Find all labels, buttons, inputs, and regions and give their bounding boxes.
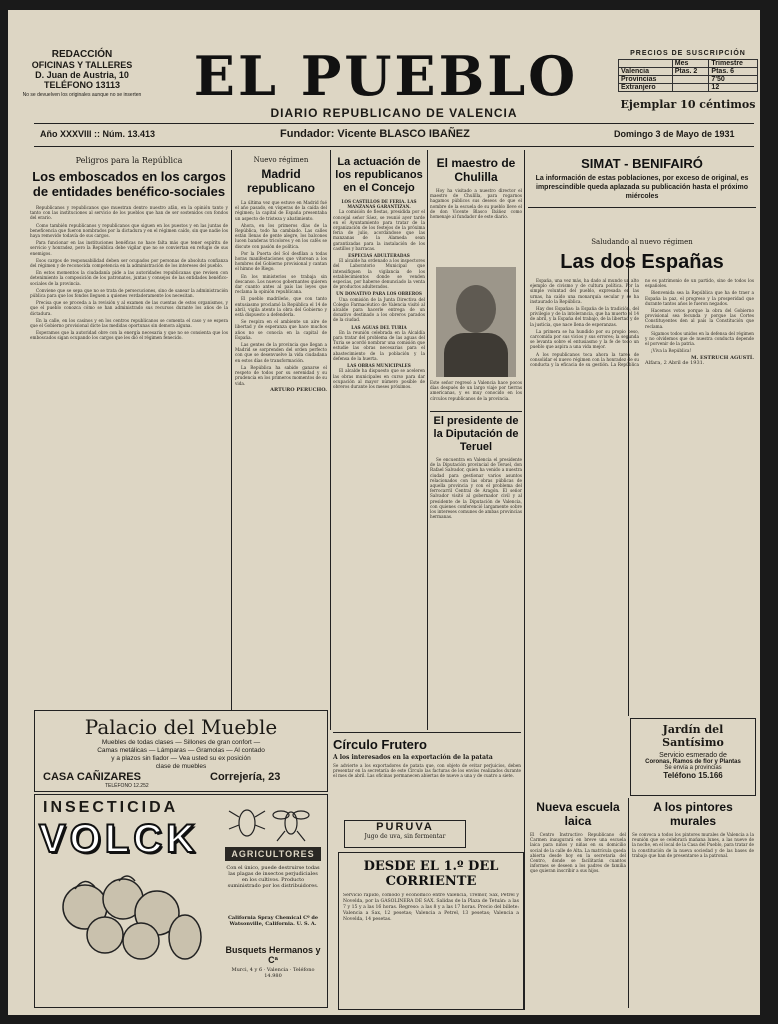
paragraph: El alcalde ha ordenado a los inspectores del Laboratorio Municipal que intensifiquen la vigilancia de los establecimientos donde se venden especias, por haberse denunciado la venta de productos adulterados. xyxy=(333,258,425,290)
article-madrid xyxy=(235,156,327,716)
article-headline: Los emboscados en los cargos de entidades benéfico-sociales xyxy=(32,169,226,199)
paragraph: Las gentes de la provincia que llegan a Madrid se sorprenden del orden perfecto con que se desenvuelve la vida ciudadana en estos días de transformación. xyxy=(235,342,327,363)
article-body: Se convoca a todos los pintores murales de Valencia a la reunión que se celebrará mañana lunes, a las nueve de la noche, en el local de la Casa del Pueblo, para tratar de la constitución de la nueva sociedad y de las bases de trabajo que han de presentarse a la patronal. xyxy=(632,832,754,858)
paragraph: Esos cargos de responsabilidad deben ser ocupados por personas de absoluta confianza del régimen y de reconocida competencia en la administración de los intereses del pueblo. xyxy=(30,257,228,269)
article-body xyxy=(30,205,228,705)
column-rule xyxy=(524,150,525,1010)
divider xyxy=(430,411,522,412)
ad-volck-maker: California Spray Chemical Cº de Watsonville, California. U. S. A. xyxy=(227,915,319,927)
portrait-face xyxy=(456,285,496,333)
issue-number: Año XXXVIII :: Núm. 13.413 xyxy=(40,129,156,139)
article-headline: El maestro de Chulilla xyxy=(436,156,516,184)
article-kicker: Nuevo régimen xyxy=(253,156,309,164)
paragraph: En la reunión celebrada en la Alcaldía para tratar del problema de las aguas del Turia se acordó nombrar una comisión que estudie las obras necesarias para el abastecimiento de la población y la defensa de la huerta. xyxy=(333,329,425,361)
column-rule xyxy=(427,150,428,730)
article-dos-espanas xyxy=(530,238,754,718)
ad-volck-tag: AGRICULTORES xyxy=(225,847,321,861)
price-cell xyxy=(672,76,709,84)
article-headline: Círculo Frutero xyxy=(333,737,427,752)
ad-headline: DESDE EL 1.º DEL CORRIENTE xyxy=(363,859,499,889)
ad-line: Coronas, Ramos de flor y Plantas xyxy=(645,759,741,765)
subhead: UN DONATIVO PARA LOS OBREROS xyxy=(336,291,422,297)
price-cell xyxy=(619,60,673,68)
article-kicker: Saludando al nuevo régimen xyxy=(591,238,693,246)
paragraph: En los ministerios se trabaja sin descanso. Los nuevos gobernantes quieren dar cuanto antes al país las leyes que reclama la opinión republicana. xyxy=(235,273,327,295)
notice-simat xyxy=(528,150,756,240)
paragraph: La República ha sabido ganarse el respeto de todos por su serenidad y su prudencia en los primeros momentos de su vida. xyxy=(235,364,327,386)
prices-row xyxy=(619,84,758,92)
article-pintores-murales xyxy=(632,798,754,1008)
ad-desde-corriente xyxy=(338,852,524,1010)
ad-line: Muebles de todas clases — Sillones de gran confort — xyxy=(101,739,261,746)
article-body xyxy=(530,278,754,718)
portrait-photo xyxy=(436,267,516,377)
ad-text: Servicio rápido, cómodo y económico entre Valencia, Tremor, Sax, Petrel y Novelda, por la GASOLINERA DE SAX. Salidas de la Plaza de Tetuán: a las 7 y 15 y a las 16 horas. Regreso: a las 8 y a las 17 horas. Precio del billete: Valencia a Sax, 12 pesetas; Valencia a Petrel, 13 pesetas; Valencia a Novelda, 14 pesetas. xyxy=(343,893,519,922)
article-chulilla xyxy=(430,156,522,726)
article-headline: El presidente de la Diputación de Teruel xyxy=(433,415,519,453)
issue-date: Domingo 3 de Mayo de 1931 xyxy=(614,129,735,139)
article-body: El Centro Instructivo Republicano del Carmen inaugurará en breve una escuela laica para niños y niñas en su domicilio social de la calle de Alta. La matrícula queda abierta desde hoy en la secretaría del Centro, donde se facilitarán cuantos informes se deseen a los padres de familia que quieran inscribir a sus hijos. xyxy=(530,832,626,874)
price-cell: Provincias xyxy=(619,76,673,84)
insect-icons xyxy=(225,799,321,845)
photo-caption: Este señor regresó a Valencia hace pocos días después de un largo viaje por tierras americanas, y es muy conocido en los círculos republicanos de la provincia. xyxy=(430,380,522,401)
article-body xyxy=(430,457,522,677)
paragraph: Conviene que se sepa que no se trata de persecuciones, sino de sanear la administración pública para que los fondos lleguen a quienes verdaderamente los necesitan. xyxy=(30,287,228,299)
paragraph: En la calle, en los casinos y en los centros republicanos se comenta el caso y se espera que el Gobierno provisional dicte las medidas oportunas sin demora alguna. xyxy=(30,317,228,329)
article-headline: Nueva escuela laica xyxy=(536,800,620,828)
paragraph: El alcalde ha dispuesto que se aceleren las obras municipales en curso para dar ocupación al mayor número posible de obreros durante los meses próximos. xyxy=(333,368,425,389)
price-cell: Extranjero xyxy=(619,84,673,92)
masthead-subtitle: DIARIO REPUBLICANO DE VALENCIA xyxy=(270,106,518,120)
article-headline: Madrid republicano xyxy=(246,167,315,195)
column-rule xyxy=(628,798,629,1008)
ad-line: y a plazos sin fiador — Vea usted su ex posición xyxy=(111,755,251,762)
paragraph: Para funcionar en las instituciones benéficas no hace falta más que tener espíritu de servicio y honradez, pero la República debe vigilar que no se conviertan en refugio de sus enemigos. xyxy=(30,240,228,256)
price-cell xyxy=(672,84,709,92)
paragraph: Ahora, en los primeros días de la República, todo ha cambiado. Las calles están llenas de gente alegre, los balcones lucen banderas tricolores y en los cafés se discute con pasión de política. xyxy=(235,222,327,249)
ad-volck-text: Con el único, puede destruirse todas las plagas de insectos perjudiciales en los cultivos. Producto suministrado por los distribuidores. xyxy=(226,865,320,889)
ad-phone: Teléfono 15.166 xyxy=(663,771,723,780)
subhead: LOS CASTILLOS DE FERIA. LAS MANZANAS GARANTIZAN. xyxy=(341,199,417,210)
paragraph: Hacemos votos porque la obra del Gobierno provisional sea fecunda y porque las Cortes Constituyentes den al país la Constitución que reclama. xyxy=(645,308,754,329)
ad-title: Palacio del Mueble xyxy=(84,715,278,739)
column-rule xyxy=(330,150,331,730)
paragraph: La comisión de fiestas, presidida por el concejal señor Sáez, se reunió ayer tarde en el Ayuntamiento para tratar de la organización de los festejos de la próxima feria de julio, acordándose que las manzanas de la Alameda sean garantizadas para la instalación de los castillos y barracas. xyxy=(333,209,425,251)
paragraph: Como también republicanos y republicanos que siguen en los puestos y en las juntas de beneficencia que fueron nombrados por la dictadura y en el régimen caído, sin que nadie los haya removido todavía de sus cargos. xyxy=(30,222,228,239)
office-line-4: TELÉFONO 13113 xyxy=(43,80,121,90)
paragraph: La primera se ha hundido por su propio peso, carcomida por sus vicios y sus errores; la segunda se levanta sobre el entusiasmo y la fe de todo un pueblo que aspira a una vida mejor. xyxy=(530,328,639,350)
office-note: No se devuelven los originales aunque no se inserten xyxy=(22,92,142,98)
byline: ARTURO PERUCHO. xyxy=(270,386,327,393)
paragraph: Una comisión de la Junta Directiva del Colegio Farmacéutico de Valencia visitó al alcalde para hacerle entrega de un donativo destinado a los obreros parados de la ciudad. xyxy=(333,296,425,323)
paragraph: La última vez que estuve en Madrid fué el año pasado, en vísperas de la caída del régimen; la capital de España presentaba un aspecto de tristeza y abatimiento. xyxy=(235,200,327,221)
ad-volck-dealer: Busquets Hermanos y Cª xyxy=(225,945,321,965)
price-cell: Mes xyxy=(672,60,709,68)
office-line-2: OFICINAS Y TALLERES xyxy=(31,60,133,70)
paragraph: Se encuentra en Valencia el presidente de la Diputación provincial de Teruel, don Rafael Salvador, quien ha venido a nuestra ciudad para gestionar varios asuntos relacionados con las obras públicas de aquella provincia y con el problema del ferrocarril Central de Aragón. El señor Salvador visitó al gobernador civil y al presidente de la Diputación de Valencia, con quienes conferenció largamente sobre los intereses comunes de ambas provincias hermanas. xyxy=(430,457,522,520)
paragraph: Sigamos todos unidos en la defensa del régimen y no olvidemos que de nuestra conducta depende el porvenir de la patria. xyxy=(645,330,754,347)
beetle-icon xyxy=(229,810,265,836)
ad-phone: TELÉFONO 12.252 xyxy=(105,783,149,789)
portrait-shoulders xyxy=(444,333,508,377)
paragraph: Hay dos Españas: la España de la tradición, del privilegio y de la intolerancia, que ha muerto el 14 de abril, y la España del trabajo, de la libertad y de la justicia, que nace llena de esperanzas. xyxy=(530,306,639,327)
paragraph: Esperamos que la autoridad obre con la energía necesaria y que no se consienta que los emboscados sigan ocupando los cargos que les dió el régimen fenecido. xyxy=(30,330,228,341)
ad-line: Servicio esmerado de xyxy=(659,752,727,759)
byline: M. ESTRUCH AGUSTÍ. xyxy=(690,354,754,361)
paragraph: Por la Puerta del Sol desfilan a todas horas manifestaciones que vitorean a los hombres del Gobierno provisional y cantan el himno de Riego. xyxy=(235,250,327,272)
prices-table xyxy=(618,59,758,92)
column-rule xyxy=(231,150,232,710)
ad-puruva-brand: PURUVA xyxy=(376,821,434,833)
article-emboscados xyxy=(30,156,228,701)
paragraph: ¡Viva la República! xyxy=(651,348,692,354)
dateline: Alfara, 2 Abril de 1931. xyxy=(645,359,705,366)
prices-title: PRECIOS DE SUSCRIPCIÓN xyxy=(630,50,746,57)
price-cell: 12 xyxy=(709,84,758,92)
notice-text: La información de estas poblaciones, por exceso de original, es imprescindible queda aplazada su publicación hasta el próximo miércoles xyxy=(535,175,749,200)
fruit-illustration xyxy=(45,867,215,967)
paragraph: Hoy ha visitado a nuestro director el maestro de Chulilla, para rogarnos hagamos públicos sus deseos de que el nombre de la escuela de su pueblo lleve el de don Vicente Blasco Ibáñez como homenaje al fundador de este diario. xyxy=(430,188,522,220)
masthead-title: EL PUEBLO xyxy=(193,44,579,108)
article-concejo xyxy=(333,156,425,726)
price-cell: Ptas. 2 xyxy=(672,68,709,76)
prices-row xyxy=(619,60,758,68)
paragraph: Precisa que se proceda a la revisión y al examen de las cuentas de estos organismos, y que el pueblo conozca cómo se han administrado sus recursos durante los años de la dictadura. xyxy=(30,300,228,316)
article-kicker: Peligros para la República xyxy=(75,156,183,165)
article-body: Se advierte a los exportadores de patata que, con objeto de evitar perjuicios, deben presentar en la secretaría de este Círculo las facturas de los envíos realizados durante el mes de abril. Las oficinas permanecen abiertas de nueve a una y de cuatro a siete. xyxy=(333,763,521,779)
article-headline: A los pintores murales xyxy=(653,800,733,828)
price-cell: Valencia xyxy=(619,68,673,76)
paragraph: España, una vez más, ha dado al mundo un alto ejemplo de civismo y de cultura política. Por la simple voluntad del pueblo, expresada en las urnas, ha caído una monarquía secular y se ha instaurado la República. xyxy=(530,278,639,304)
price-cell: Trimestre xyxy=(709,60,758,68)
article-escuela-laica xyxy=(530,798,626,1008)
office-line-3: D. Juan de Austria, 10 xyxy=(35,70,129,80)
ad-palacio-mueble xyxy=(34,710,328,792)
paragraph: Se respira en el ambiente un aire de libertad y de esperanza que hace muchos años no se conocía en la capital de España. xyxy=(235,319,327,340)
prices-row xyxy=(619,76,758,84)
article-circulo-frutero xyxy=(333,732,521,812)
paragraph: Republicanos y republicanos que muestran dentro nuestro afán, en la opinión tanto y tanto con las instituciones al servicio de los pueblos que han de ser sostenidos con fondos del erario. xyxy=(30,205,228,221)
price-cell: Ptas. 6 xyxy=(709,68,758,76)
notice-headline: SIMAT - BENIFAIRÓ xyxy=(581,156,703,171)
founder-line: Fundador: Vicente BLASCO IBAÑEZ xyxy=(280,128,470,140)
ad-volck-address: Murci, 4 y 6 · Valencia · Teléfono 14.980 xyxy=(231,967,315,979)
paragraph: Bienvenida sea la República que ha de traer a España la paz, el progreso y la prosperidad que durante tantos años le fueron negados. xyxy=(645,290,754,306)
article-subhead: A los interesados en la exportación de la patata xyxy=(333,754,493,761)
price-cell: 7'50 xyxy=(709,76,758,84)
subhead: LAS OBRAS MUNICIPALES xyxy=(347,363,411,369)
fruit-basket-icon xyxy=(63,876,201,959)
paragraph: A los republicanos toca ahora la tarea de consolidar el nuevo régimen con la honradez de su conducta y la eficacia de su gestión. La República no es patrimonio de un partido, sino de todos los españoles. xyxy=(530,278,754,368)
office-line-1: REDACCIÓN xyxy=(51,49,113,60)
ad-volck xyxy=(34,794,328,1008)
article-headline: La actuación de los republicanos en el Concejo xyxy=(335,156,423,194)
ad-line: Camas metálicas — Lámparas — Gramolas — Al contado xyxy=(97,747,265,754)
prices-row xyxy=(619,68,758,76)
divider xyxy=(333,732,521,733)
divider xyxy=(528,207,756,208)
ad-volck-top: INSECTICIDA xyxy=(43,799,179,816)
ad-volck-brand: VOLCK xyxy=(39,817,199,861)
subhead: ESPECIAS ADULTERADAS xyxy=(348,253,410,259)
fly-icon xyxy=(273,811,309,841)
article-body xyxy=(430,188,522,263)
single-copy-price: Ejemplar 10 céntimos xyxy=(620,98,756,111)
ad-street: Correjería, 23 xyxy=(210,771,281,783)
article-headline: Las dos Españas xyxy=(560,251,724,273)
ad-puruva-tag: Jugo de uva, sin fermentar xyxy=(364,833,446,840)
ad-store: CASA CAÑIZARES xyxy=(43,771,141,783)
article-body xyxy=(333,199,425,719)
ad-line: clase de muebles xyxy=(155,763,207,770)
newspaper-page xyxy=(8,10,760,1015)
subhead: LAS AGUAS DEL TURIA xyxy=(351,324,407,330)
ad-title: Jardín del Santísimo xyxy=(662,723,724,749)
ad-line: Se envía a provincias xyxy=(664,765,722,771)
office-info xyxy=(22,50,142,98)
subscription-prices xyxy=(618,50,758,111)
paragraph: En estos momentos la ciudadanía pide a las autoridades republicanas que revisen con detenimiento la composición de los patronatos, juntas y consejos de las entidades benéfico-sociales de la provincia. xyxy=(30,270,228,286)
info-bar xyxy=(34,123,754,147)
ad-jardin xyxy=(630,718,756,796)
ad-puruva xyxy=(344,820,466,848)
paragraph: El pueblo madrileño, que con tanto entusiasmo proclamó la República el 14 de abril, vigila atento la obra del Gobierno y está dispuesto a defenderla. xyxy=(235,296,327,318)
article-body xyxy=(235,200,327,715)
